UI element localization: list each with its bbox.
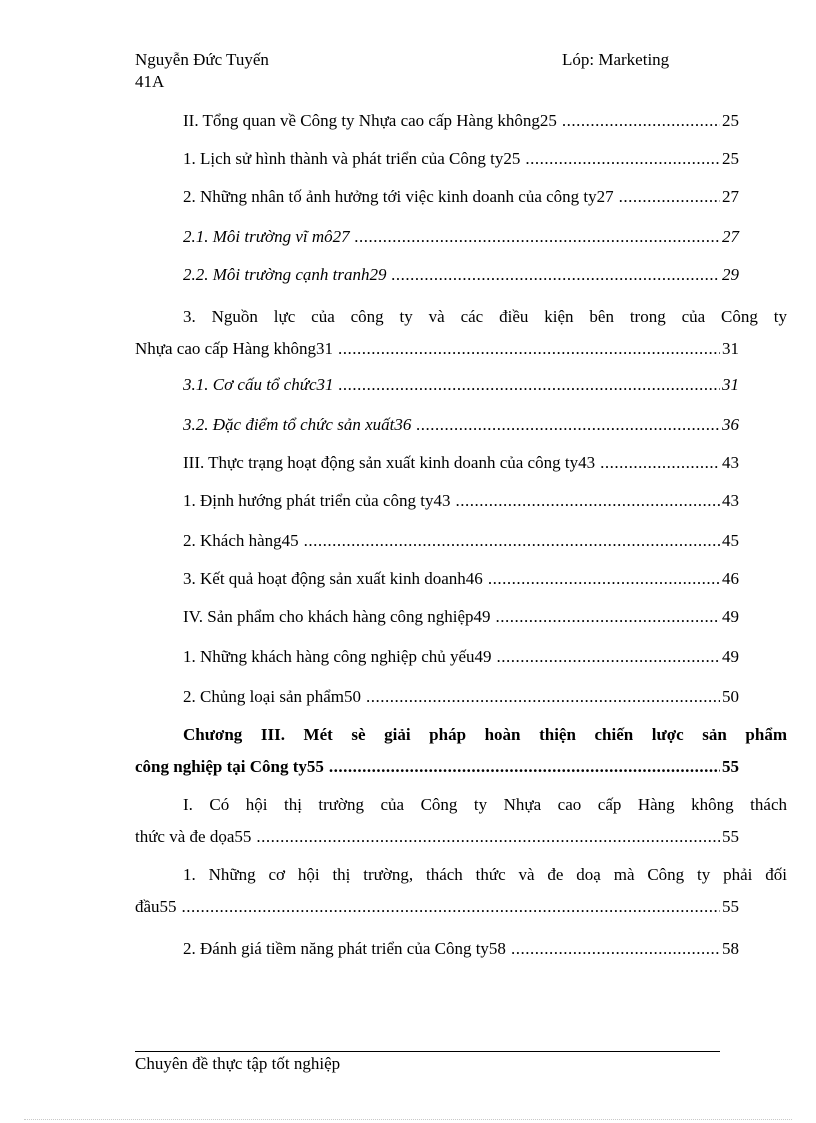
toc-entry-title: công nghiệp tại Công ty55 (135, 757, 324, 776)
toc-entry-title: 2. Khách hàng45 (183, 531, 299, 550)
toc-leader-dots (182, 895, 720, 919)
toc-leader-dots (256, 825, 720, 849)
toc-page-number: 45 (722, 531, 739, 550)
toc-leader-dots (455, 489, 720, 513)
toc-entry-title: II. Tổng quan về Công ty Nhựa cao cấp Hàng không25 (183, 111, 557, 130)
toc-entry[interactable] (135, 825, 739, 849)
toc-page-number: 43 (722, 491, 739, 510)
toc-entry[interactable] (135, 185, 739, 209)
toc-page-number: 49 (722, 647, 739, 666)
toc-entry-title: thức và đe dọa55 (135, 827, 252, 846)
toc-entry-title: 2. Đánh giá tiềm năng phát triển của Công ty58 (183, 939, 506, 958)
toc-entry[interactable] (135, 605, 739, 629)
toc-leader-dots (338, 337, 720, 361)
toc-page-number: 55 (722, 827, 739, 846)
toc-entry-title: 2.2. Môi trường cạnh tranh29 (183, 265, 387, 284)
toc-entry[interactable] (135, 263, 739, 287)
toc-page-number: 29 (722, 265, 739, 284)
toc-entry[interactable] (135, 645, 739, 669)
toc-leader-dots (355, 225, 720, 249)
toc-leader-dots (600, 451, 720, 475)
toc-entry-title: 2. Chủng loại sản phẩm50 (183, 687, 362, 706)
toc-leader-dots (488, 567, 720, 591)
footer-divider (135, 1051, 720, 1052)
toc-entry[interactable] (135, 373, 739, 397)
toc-page-number: 25 (722, 111, 739, 130)
toc-entry-title: IV. Sản phẩm cho khách hàng công nghiệp49 (183, 607, 491, 626)
toc-page-number: 43 (722, 453, 739, 472)
toc-page-number: 27 (722, 187, 739, 206)
toc-leader-dots (329, 755, 720, 779)
toc-page-number: 55 (722, 757, 739, 776)
toc-leader-dots (304, 529, 720, 553)
toc-leader-dots (416, 413, 720, 437)
toc-entry[interactable] (135, 937, 739, 961)
toc-entry[interactable] (135, 489, 739, 513)
footer-text: Chuyên đề thực tập tốt nghiệp (135, 1054, 341, 1073)
toc-leader-dots (497, 645, 720, 669)
page-bottom-border (24, 1119, 792, 1120)
toc-entry-title: 2.1. Môi trường vĩ mô27 (183, 227, 350, 246)
toc-entry-title: 3.1. Cơ cấu tổ chức31 (183, 375, 334, 394)
toc-entry-title: 3.2. Đặc điểm tổ chức sản xuất36 (183, 415, 412, 434)
toc-page-number: 58 (722, 939, 739, 958)
header-class-continued: 41A (135, 72, 165, 91)
toc-entry-title: 1. Định hướng phát triển của công ty43 (183, 491, 451, 510)
toc-entry[interactable] (135, 225, 739, 249)
header-author: Nguyễn Đức Tuyến (135, 50, 269, 69)
toc-leader-dots (525, 147, 720, 171)
toc-entry-title: Nhựa cao cấp Hàng không31 (135, 339, 334, 358)
toc-entry-title: 1. Những khách hàng công nghiệp chủ yếu49 (183, 647, 492, 666)
toc-entry-title: đầu55 (135, 897, 177, 916)
toc-entry[interactable] (135, 109, 739, 133)
toc-entry-line1[interactable]: I. Có hội thị trường của Công ty Nhựa cao cấp Hàng không thách (183, 795, 787, 814)
toc-leader-dots (619, 185, 720, 209)
toc-page-number: 50 (722, 687, 739, 706)
toc-entry-line1[interactable]: 3. Nguồn lực của công ty và các điều kiện bên trong của Công ty (183, 307, 787, 326)
toc-entry-title: III. Thực trạng hoạt động sản xuất kinh doanh của công ty43 (183, 453, 596, 472)
toc-entry[interactable] (135, 895, 739, 919)
toc-entry-line1[interactable]: 1. Những cơ hội thị trường, thách thức và đe doạ mà Công ty phải đối (183, 865, 787, 884)
header-class: Lóp: Marketing (562, 50, 670, 69)
toc-entry[interactable] (135, 567, 739, 591)
toc-leader-dots (511, 937, 720, 961)
toc-entry[interactable] (135, 685, 739, 709)
toc-leader-dots (339, 373, 720, 397)
toc-page-number: 46 (722, 569, 739, 588)
toc-leader-dots (562, 109, 720, 133)
toc-page-number: 36 (722, 415, 739, 434)
toc-entry[interactable] (135, 755, 739, 779)
toc-page-number: 25 (722, 149, 739, 168)
toc-entry[interactable] (135, 529, 739, 553)
toc-entry-line1[interactable]: Chương III. Mét sè giải pháp hoàn thiện chiến lược sản phẩm (183, 725, 787, 744)
toc-page-number: 27 (722, 227, 739, 246)
toc-entry[interactable] (135, 337, 739, 361)
toc-entry[interactable] (135, 451, 739, 475)
toc-leader-dots (391, 263, 720, 287)
toc-page-number: 31 (722, 375, 739, 394)
toc-entry[interactable] (135, 147, 739, 171)
toc-page-number: 49 (722, 607, 739, 626)
toc-entry-title: 2. Những nhân tố ảnh hưởng tới việc kinh doanh của công ty27 (183, 187, 614, 206)
toc-entry-title: 3. Kết quả hoạt động sản xuất kinh doanh46 (183, 569, 483, 588)
toc-entry-title: 1. Lịch sử hình thành và phát triển của Công ty25 (183, 149, 521, 168)
toc-page-number: 31 (722, 339, 739, 358)
toc-page-number: 55 (722, 897, 739, 916)
toc-entry[interactable] (135, 413, 739, 437)
toc-leader-dots (496, 605, 720, 629)
toc-leader-dots (366, 685, 720, 709)
